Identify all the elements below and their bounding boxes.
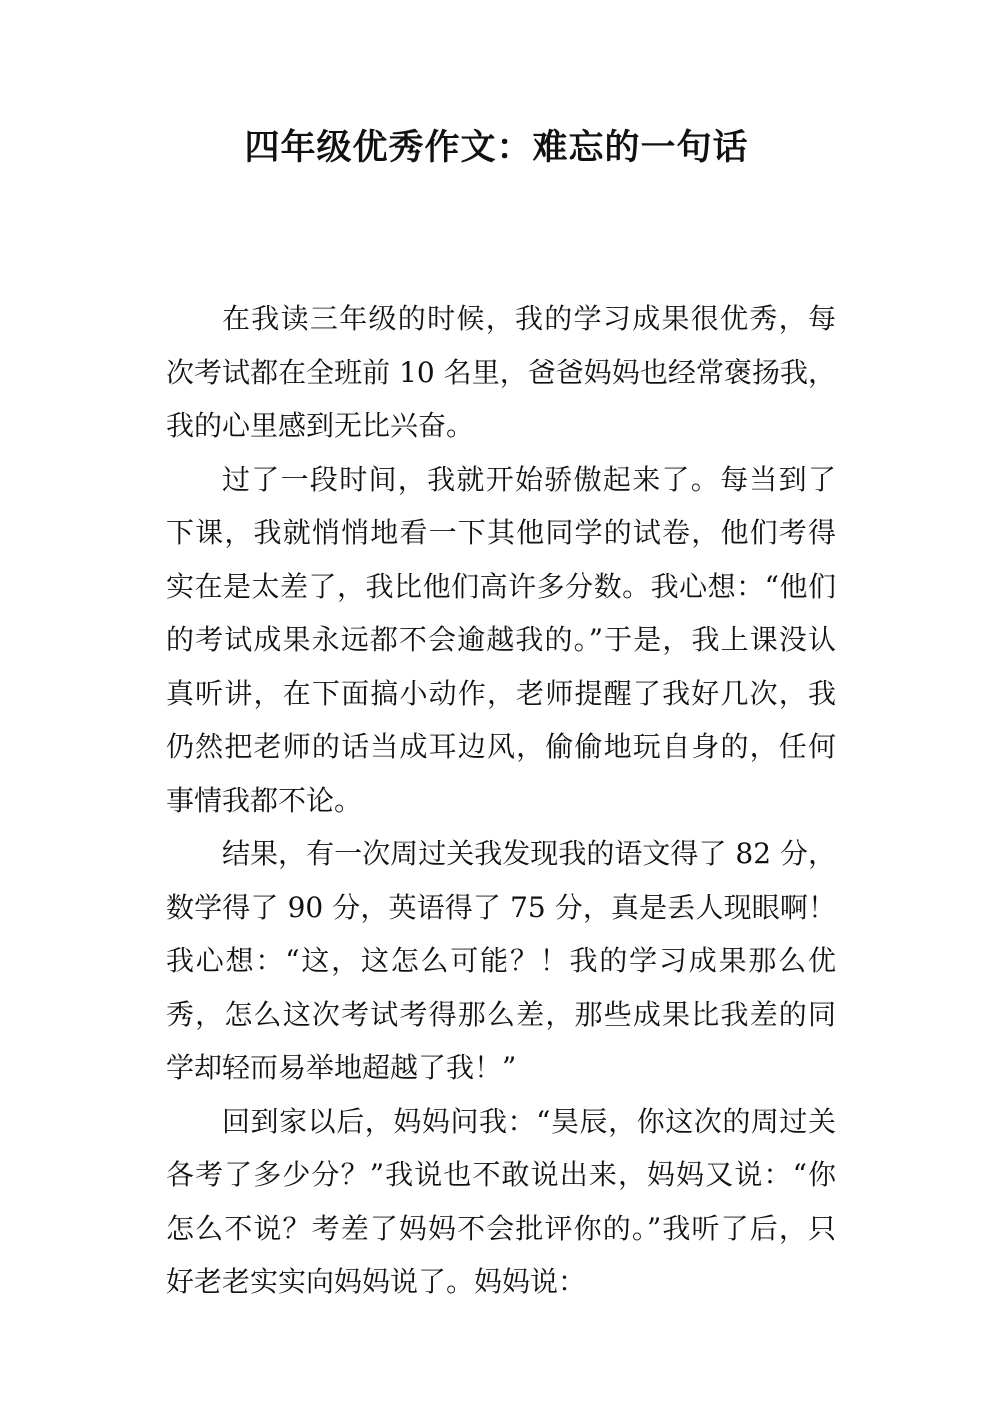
- document-body: [166, 292, 836, 1309]
- paragraph-4: 回到家以后，妈妈问我：“昊辰，你这次的周过关各考了多少分？”我说也不敢说出来，妈妈又说：“你怎么不说？考差了妈妈不会批评你的。”我听了后，只好老老实实向妈妈说了。妈妈说：: [166, 1104, 836, 1298]
- paragraph-3: 结果，有一次周过关我发现我的语文得了 82 分，数学得了 90 分，英语得了 75 分，真是丢人现眼啊！我心想：“这，这怎么可能？！我的学习成果那么优秀，怎么这次考试考得那么差，那些成果比我差的同学却轻而易举地超越了我！”: [166, 837, 836, 1084]
- document-title: 四年级优秀作文：难忘的一句话: [244, 128, 749, 168]
- paragraph-1: 在我读三年级的时候，我的学习成果很优秀，每次考试都在全班前 10 名里，爸爸妈妈也经常褒扬我，我的心里感到无比兴奋。: [166, 302, 836, 442]
- paragraph-2: 过了一段时间，我就开始骄傲起来了。每当到了下课，我就悄悄地看一下其他同学的试卷，他们考得实在是太差了，我比他们高许多分数。我心想：“他们的考试成果永远都不会逾越我的。”于是，我上课没认真听讲，在下面搞小动作，老师提醒了我好几次，我仍然把老师的话当成耳边风，偷偷地玩自身的，任何事情我都不论。: [166, 462, 836, 817]
